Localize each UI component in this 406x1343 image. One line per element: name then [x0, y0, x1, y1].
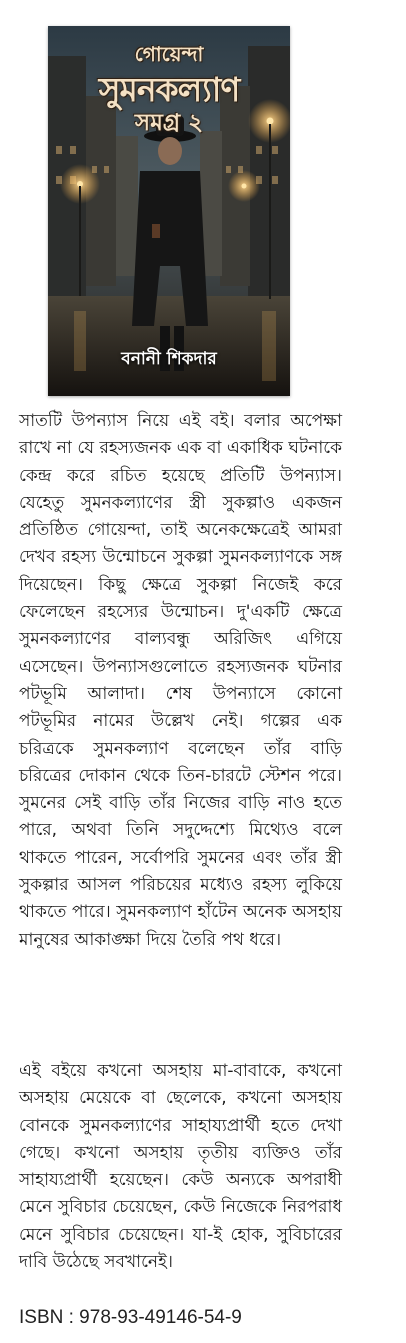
- cover-title: সুমনকল্যাণ: [98, 70, 240, 109]
- isbn-text: ISBN : 978-93-49146-54-9: [19, 1307, 242, 1328]
- cover-subtitle: সমগ্র ২: [134, 110, 204, 136]
- description-paragraph: এই বইয়ে কখনো অসহায় মা-বাবাকে, কখনো অসহায় মেয়েকে বা ছেলেকে, কখনো অসহায় বোনকে সুমনকল্যাণের সাহায্যপ্রার্থী হতে দেখা গেছে। কখনো অসহায় তৃতীয় ব্যক্তিও তাঁর সাহায্যপ্রার্থী হয়েছেন। কেউ অন্যকে অপরাধী মেনে সুবিচার চেয়েছেন, কেউ নিজেকে নিরপরাধ মেনে সুবিচার চেয়েছেন। যা-ই হোক, সুবিচারের দাবি উঠেছে সবখানেই।: [19, 1061, 342, 1273]
- book-cover: [48, 26, 290, 396]
- description-paragraph: সাতটি উপন্যাস নিয়ে এই বই। বলার অপেক্ষা রাখে না যে রহস্যজনক এক বা একাধিক ঘটনাকে কেন্দ্র করে রচিত হয়েছে প্রতিটি উপন্যাস। যেহেতু সুমনকল্যাণের স্ত্রী সুকল্পাও একজন প্রতিষ্ঠিত গোয়েন্দা, তাই অনেকক্ষেত্রেই আমরা দেখব রহস্য উন্মোচনে সুকল্পা সুমনকল্যাণকে সঙ্গ দিয়েছেন। কিছু ক্ষেত্রে সুকল্পা নিজেই করে ফেলেছেন রহস্যের উন্মোচন। দু'একটি ক্ষেত্রে সুমনকল্যাণের বাল্যবন্ধু অরিজিৎ এগিয়ে এসেছেন। উপন্যাসগুলোতে রহস্যজনক ঘটনার পটভূমি আলাদা। শেষ উপন্যাসে কোনো পটভূমির নামের উল্লেখ নেই। গল্পের এক চরিত্রকে সুমনকল্যাণ বলেছেন তাঁর বাড়ি চরিত্রের দোকান থেকে তিন-চারটে স্টেশন পরে। সুমনের সেই বাড়ি তাঁর নিজের বাড়ি নাও হতে পারে, অথবা তিনি সদুদ্দেশ্যে মিথ্যেও বলে থাকতে পারেন, সর্বোপরি সুমনের এবং তাঁর স্ত্রী সুকল্পার আসল পরিচয়ের মধ্যেও রহস্য লুকিয়ে থাকতে পারে। সুমনকল্যাণ হাঁটেন অনেক অসহায় মানুষের আকাঙ্ক্ষা দিয়ে তৈরি পথ ধরে।: [19, 411, 342, 950]
- cover-series-label: গোয়েন্দা: [134, 42, 204, 66]
- cover-author: বনানী শিকদার: [121, 349, 217, 369]
